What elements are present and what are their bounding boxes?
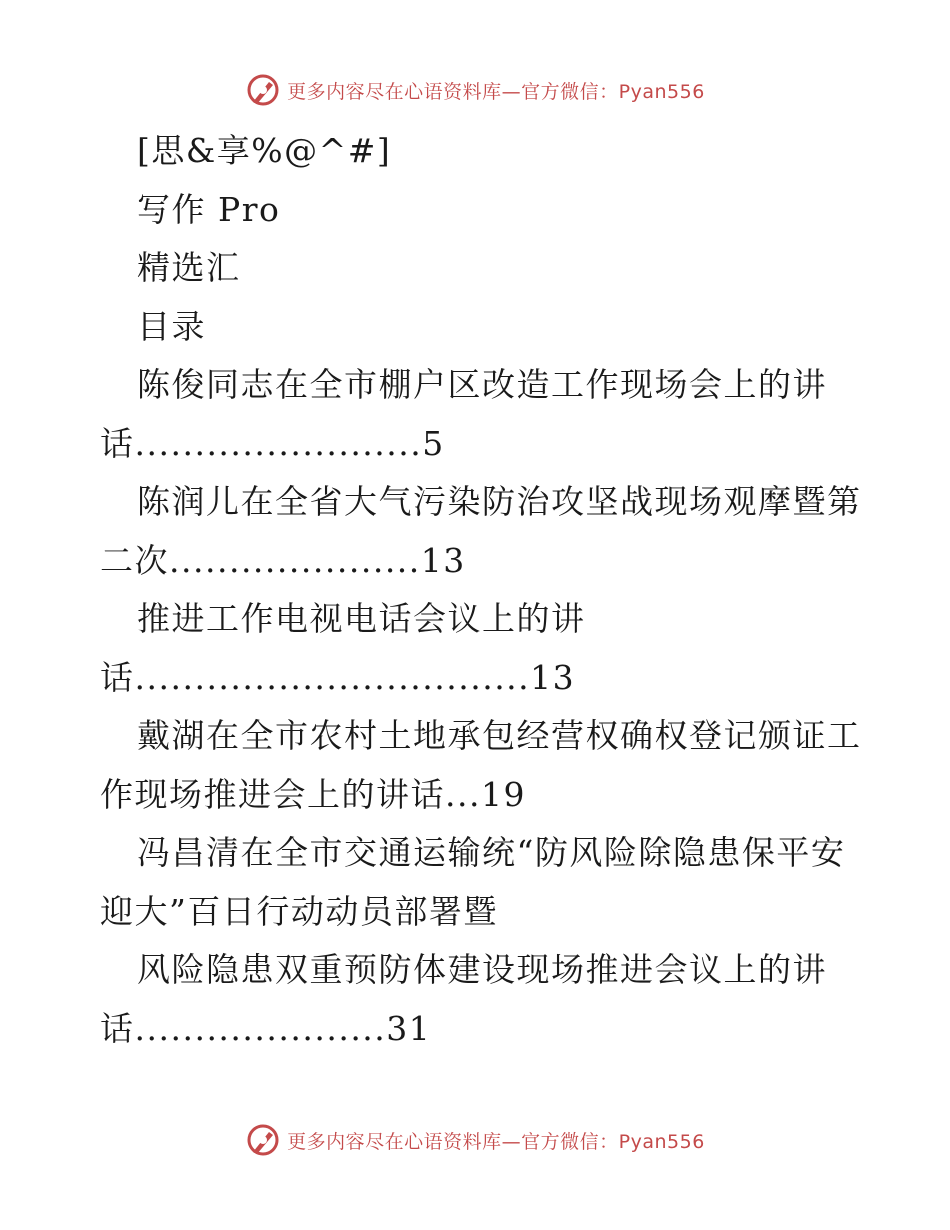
- doc-tag-line: [思&享%@^#]: [137, 131, 392, 170]
- toc-entry-1-line-2[interactable]: 话........................5: [100, 423, 445, 463]
- toc-entry-5-line-2[interactable]: 迎大”百日行动动员部署暨: [100, 891, 498, 931]
- toc-body: [100, 122, 860, 1058]
- toc-heading: 目录: [137, 306, 206, 346]
- watermark-text: 更多内容尽在心语资料库—官方微信：Pyan556: [287, 80, 705, 103]
- header-watermark: [0, 70, 950, 110]
- toc-entry-4-line-2[interactable]: 作现场推进会上的讲话...19: [100, 774, 526, 814]
- pen-circle-logo-icon: [245, 72, 281, 108]
- toc-entry-5-line-3[interactable]: 风险隐患双重预防体建设现场推进会议上的讲: [137, 950, 827, 989]
- watermark-text: 更多内容尽在心语资料库—官方微信：Pyan556: [287, 1130, 705, 1153]
- toc-entry-2-line-2[interactable]: 二次.....................13: [100, 540, 466, 580]
- doc-brand-line: 写作 Pro: [137, 189, 281, 229]
- toc-entry-2-line-1[interactable]: 陈润儿在全省大气污染防治攻坚战现场观摩暨第: [137, 482, 862, 521]
- toc-entry-1-line-1[interactable]: 陈俊同志在全市棚户区改造工作现场会上的讲: [137, 365, 827, 404]
- toc-entry-5-line-1[interactable]: 冯昌清在全市交通运输统“防风险除隐患保平安: [137, 833, 846, 872]
- toc-entry-3-line-1[interactable]: 推进工作电视电话会议上的讲: [137, 599, 586, 638]
- pen-circle-logo-icon: [245, 1122, 281, 1158]
- toc-entry-4-line-1[interactable]: 戴湖在全市农村土地承包经营权确权登记颁证工: [137, 716, 862, 755]
- footer-watermark: [0, 1120, 950, 1160]
- doc-subtitle-line: 精选汇: [137, 248, 241, 287]
- toc-entry-3-line-2[interactable]: 话.................................13: [100, 657, 576, 697]
- toc-entry-5-line-4[interactable]: 话.....................31: [100, 1008, 432, 1048]
